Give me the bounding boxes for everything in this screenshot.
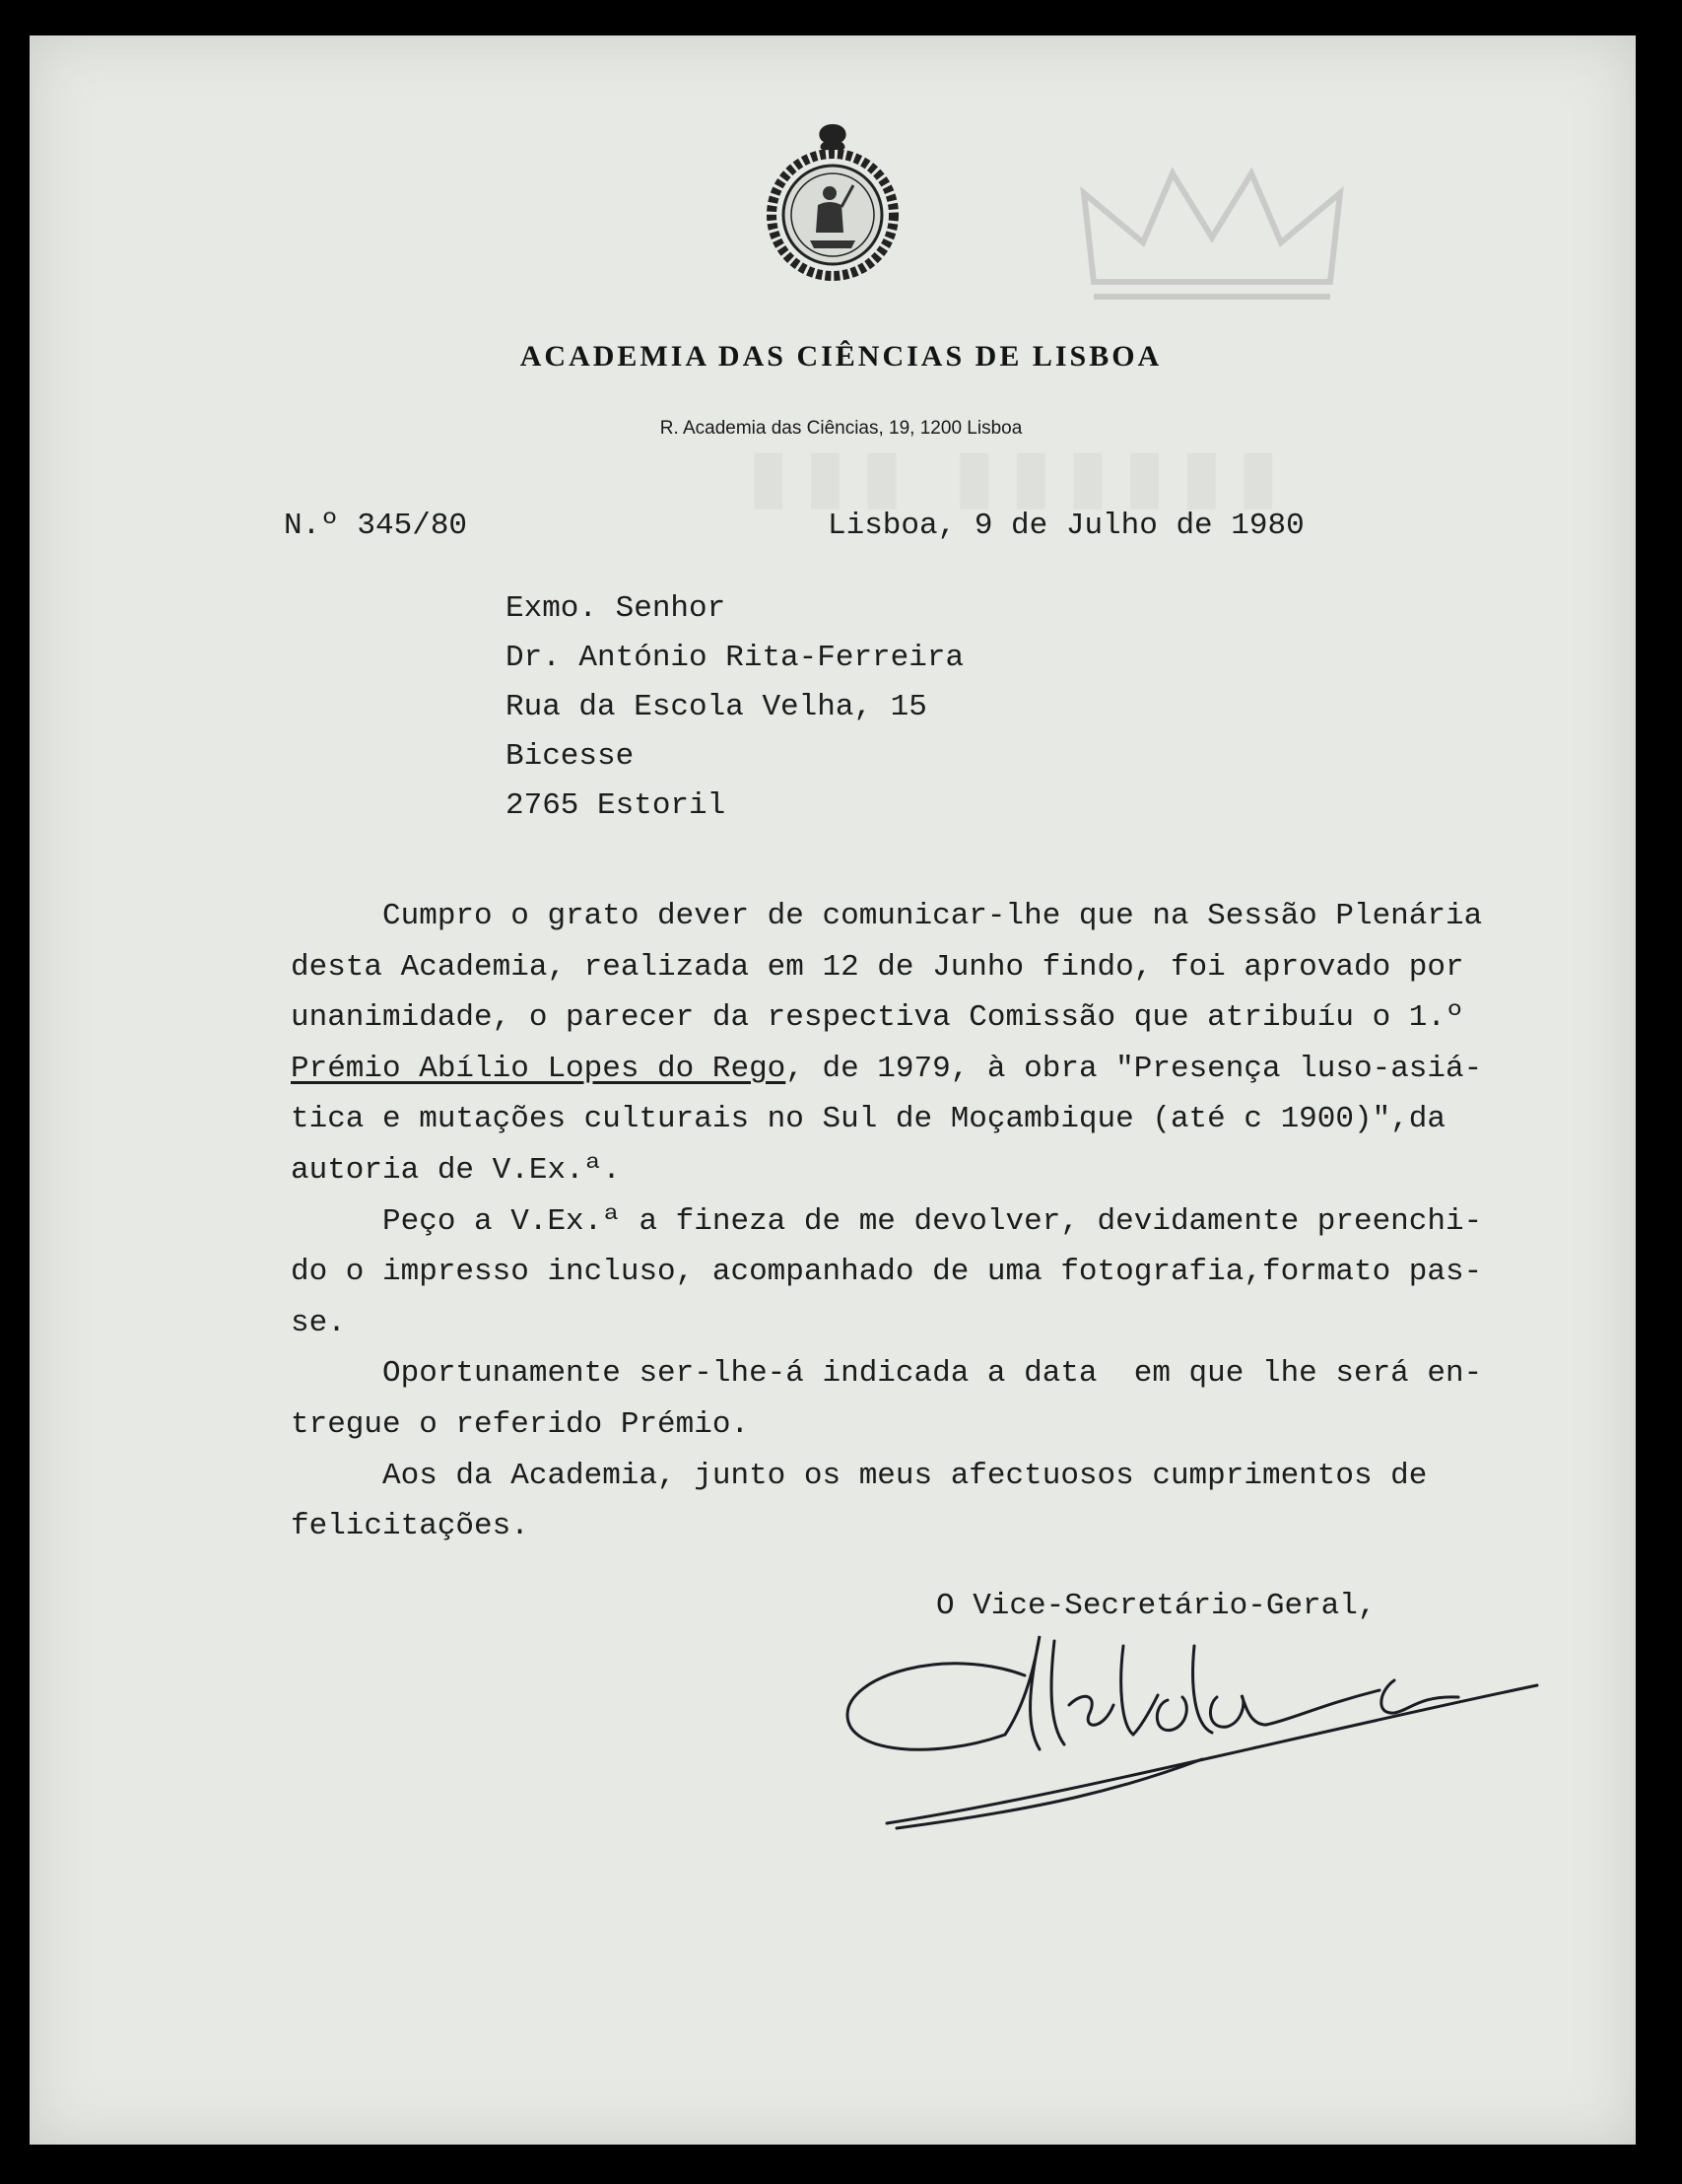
paper-watermark bbox=[749, 434, 1296, 517]
recipient-line: Exmo. Senhor bbox=[505, 591, 726, 626]
body-line: tregue o referido Prémio. bbox=[291, 1406, 750, 1442]
recipient-line: Bicesse bbox=[505, 739, 635, 774]
body-line: do o impresso incluso, acompanhado de uma fotografia,formato pas- bbox=[291, 1255, 1483, 1290]
date-line: Lisboa, 9 de Julho de 1980 bbox=[828, 509, 1305, 543]
recipient-line: 2765 Estoril bbox=[505, 788, 726, 823]
institution-address: R. Academia das Ciências, 19, 1200 Lisboa bbox=[659, 418, 1023, 439]
recipient-line: Dr. António Rita-Ferreira bbox=[505, 641, 965, 675]
body-line: Aos da Academia, junto os meus afectuosos cumprimentos de bbox=[291, 1458, 1428, 1493]
body-line: desta Academia, realizada em 12 de Junho findo, foi aprovado por bbox=[291, 949, 1464, 985]
body-line: Oportunamente ser-lhe-á indicada a data em que lhe será en- bbox=[291, 1356, 1483, 1392]
body-line: se. bbox=[291, 1305, 346, 1340]
reference-number: N.º 345/80 bbox=[284, 509, 468, 543]
institution-name: ACADEMIA DAS CIÊNCIAS DE LISBOA bbox=[519, 340, 1163, 373]
body-line: felicitações. bbox=[291, 1509, 529, 1544]
recipient-line: Rua da Escola Velha, 15 bbox=[505, 690, 927, 724]
handwritten-signature bbox=[828, 1587, 1547, 1843]
body-line-rest: , de 1979, à obra "Presença luso-asiá- bbox=[785, 1051, 1483, 1086]
body-line: autoria de V.Ex.ª. bbox=[291, 1152, 621, 1188]
crown-watermark-icon bbox=[1074, 164, 1350, 311]
letter-body bbox=[291, 899, 1482, 1560]
recipient-block bbox=[505, 591, 964, 838]
prize-name: Prémio Abílio Lopes do Rego bbox=[291, 1051, 786, 1086]
body-line: Peço a V.Ex.ª a fineza de me devolver, devidamente preenchi- bbox=[291, 1203, 1483, 1239]
body-line bbox=[291, 1052, 1482, 1103]
body-line: Cumpro o grato dever de comunicar-lhe que na Sessão Plenária bbox=[291, 899, 1483, 933]
body-line: unanimidade, o parecer da respectiva Comissão que atribuíu o 1.º bbox=[291, 1000, 1464, 1036]
academy-seal-icon bbox=[759, 116, 907, 284]
closing-title: O Vice-Secretário-Geral, bbox=[936, 1589, 1377, 1623]
body-line: tica e mutações culturais no Sul de Moçambique (até c 1900)",da bbox=[291, 1102, 1446, 1137]
